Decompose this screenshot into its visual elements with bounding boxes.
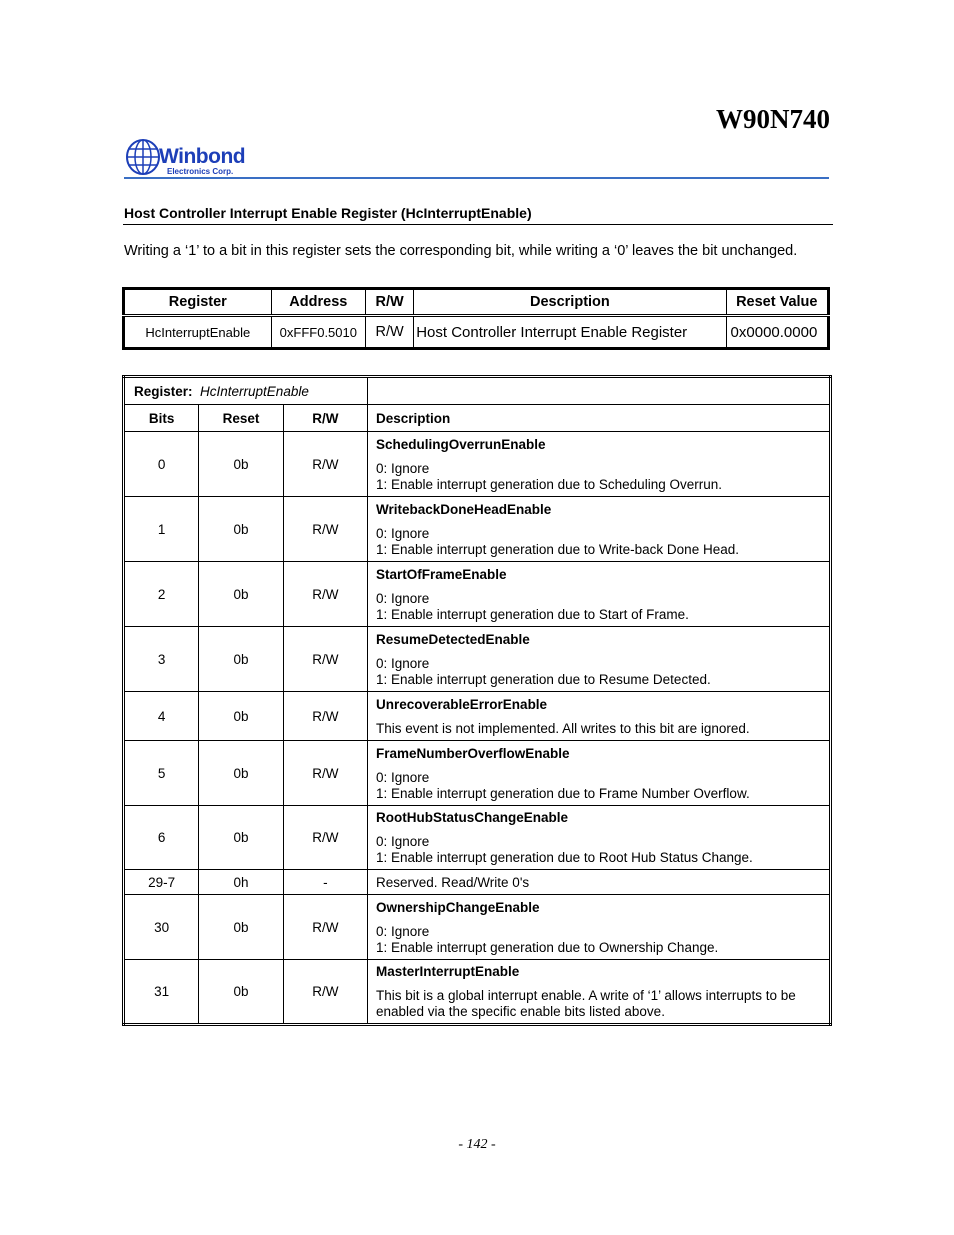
description-line: 0: Ignore — [376, 834, 430, 849]
field-name: WritebackDoneHeadEnable — [376, 501, 552, 517]
bit-description-cell — [368, 960, 831, 1025]
intro-paragraph: Writing a ‘1’ to a bit in this register sets the corresponding bit, while writing a ‘0’ leaves the bit unchanged. — [124, 243, 798, 259]
summary-header-row — [124, 289, 829, 316]
bit-reset-cell: 0b — [199, 497, 283, 562]
bit-field-table — [122, 375, 832, 1026]
bit-rw-cell: R/W — [283, 497, 367, 562]
bit-reset-cell: 0b — [199, 692, 283, 741]
bit-reset-cell: 0h — [199, 870, 283, 895]
bit-bits-cell: 6 — [124, 806, 199, 870]
bit-description-cell — [368, 806, 831, 870]
register-name-row — [124, 377, 831, 405]
logo-wordmark: Winbond — [159, 145, 246, 168]
field-name: MasterInterruptEnable — [376, 964, 520, 979]
summary-row — [124, 316, 829, 349]
bit-rw-cell: R/W — [283, 895, 367, 960]
bit-reset-cell: 0b — [199, 960, 283, 1025]
description-line: 1: Enable interrupt generation due to Resume Detected. — [376, 671, 711, 687]
register-summary-table — [122, 287, 830, 350]
table-row — [124, 627, 831, 692]
bits-header-bits: Bits — [124, 405, 199, 432]
summary-header-description: Description — [414, 289, 726, 316]
bit-rw-cell: R/W — [283, 432, 367, 497]
bit-bits-cell: 2 — [124, 562, 199, 627]
table-row — [124, 806, 831, 870]
bit-bits-cell: 0 — [124, 432, 199, 497]
bit-bits-cell: 3 — [124, 627, 199, 692]
description-line: 1: Enable interrupt generation due to Start of Frame. — [376, 606, 689, 622]
bits-header-reset: Reset — [199, 405, 283, 432]
table-row — [124, 960, 831, 1025]
bits-header-row — [124, 405, 831, 432]
bit-reset-cell: 0b — [199, 741, 283, 806]
bit-reset-cell: 0b — [199, 895, 283, 960]
bit-description-cell — [368, 497, 831, 562]
summary-description: Host Controller Interrupt Enable Register — [414, 316, 726, 349]
description-line: 1: Enable interrupt generation due to Frame Number Overflow. — [376, 785, 750, 801]
description-line: Reserved. Read/Write 0's — [376, 874, 530, 890]
table-row — [124, 497, 831, 562]
description-line: 0: Ignore — [376, 590, 430, 606]
bit-reset-cell: 0b — [199, 562, 283, 627]
table-row — [124, 432, 831, 497]
field-name: FrameNumberOverflowEnable — [376, 745, 570, 761]
summary-header-rw: R/W — [366, 289, 414, 316]
bit-reset-cell: 0b — [199, 627, 283, 692]
bit-rw-cell: R/W — [283, 692, 367, 741]
field-name: OwnershipChangeEnable — [376, 899, 540, 915]
field-name: ResumeDetectedEnable — [376, 631, 530, 647]
register-name-cell — [124, 377, 368, 405]
bit-description-cell — [368, 692, 831, 741]
description-line: 0: Ignore — [376, 923, 430, 939]
header-divider — [124, 177, 829, 179]
summary-address: 0xFFF0.5010 — [271, 316, 365, 349]
field-name: UnrecoverableErrorEnable — [376, 696, 548, 712]
description-line: 1: Enable interrupt generation due to Ownership Change. — [376, 939, 719, 955]
bit-rw-cell: R/W — [283, 960, 367, 1025]
section-heading: Host Controller Interrupt Enable Register (HcInterruptEnable) — [124, 205, 532, 221]
bit-bits-cell: 1 — [124, 497, 199, 562]
logo-subtitle: Electronics Corp. — [167, 167, 234, 176]
table-row — [124, 895, 831, 960]
winbond-logo — [125, 138, 265, 178]
summary-header-address: Address — [271, 289, 365, 316]
summary-register: HcInterruptEnable — [124, 316, 272, 349]
bit-reset-cell: 0b — [199, 806, 283, 870]
bits-header-description: Description — [368, 405, 831, 432]
bit-rw-cell: R/W — [283, 562, 367, 627]
field-name: SchedulingOverrunEnable — [376, 436, 546, 452]
description-line: 0: Ignore — [376, 769, 430, 785]
summary-header-register: Register — [124, 289, 272, 316]
description-line: 1: Enable interrupt generation due to Root Hub Status Change. — [376, 850, 753, 865]
description-line: This bit is a global interrupt enable. A write of ‘1’ allows interrupts to be enabled via the specific enable bits listed above. — [376, 988, 796, 1019]
bit-rw-cell: R/W — [283, 627, 367, 692]
table-row — [124, 562, 831, 627]
description-line: 0: Ignore — [376, 525, 430, 541]
bit-rw-cell: - — [283, 870, 367, 895]
bit-bits-cell: 4 — [124, 692, 199, 741]
summary-rw: R/W — [366, 316, 414, 349]
bit-description-cell — [368, 432, 831, 497]
bit-bits-cell: 31 — [124, 960, 199, 1025]
table-row — [124, 870, 831, 895]
register-label: Register: — [134, 383, 193, 399]
bit-description-cell — [368, 870, 831, 895]
bit-description-cell — [368, 627, 831, 692]
section-divider — [123, 224, 833, 225]
table-row — [124, 741, 831, 806]
table-row — [124, 692, 831, 741]
bit-bits-cell: 30 — [124, 895, 199, 960]
globe-logo-icon — [125, 138, 161, 176]
bit-description-cell — [368, 562, 831, 627]
description-line: 0: Ignore — [376, 655, 430, 671]
page-number: - 142 - — [458, 1137, 496, 1152]
description-line: 1: Enable interrupt generation due to Write-back Done Head. — [376, 541, 739, 557]
bit-description-cell — [368, 895, 831, 960]
bit-bits-cell: 5 — [124, 741, 199, 806]
description-line: 1: Enable interrupt generation due to Scheduling Overrun. — [376, 476, 722, 492]
register-name: HcInterruptEnable — [200, 383, 309, 399]
bit-bits-cell: 29-7 — [124, 870, 199, 895]
bits-header-rw: R/W — [283, 405, 367, 432]
bit-rw-cell: R/W — [283, 806, 367, 870]
bit-rw-cell: R/W — [283, 741, 367, 806]
summary-reset-value: 0x0000.0000 — [726, 316, 828, 349]
description-line: 0: Ignore — [376, 460, 430, 476]
summary-header-reset: Reset Value — [726, 289, 828, 316]
bit-reset-cell: 0b — [199, 432, 283, 497]
document-title: W90N740 — [716, 104, 830, 134]
field-name: RootHubStatusChangeEnable — [376, 810, 569, 825]
bit-description-cell — [368, 741, 831, 806]
register-name-blank — [368, 377, 831, 405]
field-name: StartOfFrameEnable — [376, 566, 507, 582]
description-line: This event is not implemented. All writes to this bit are ignored. — [376, 720, 750, 736]
